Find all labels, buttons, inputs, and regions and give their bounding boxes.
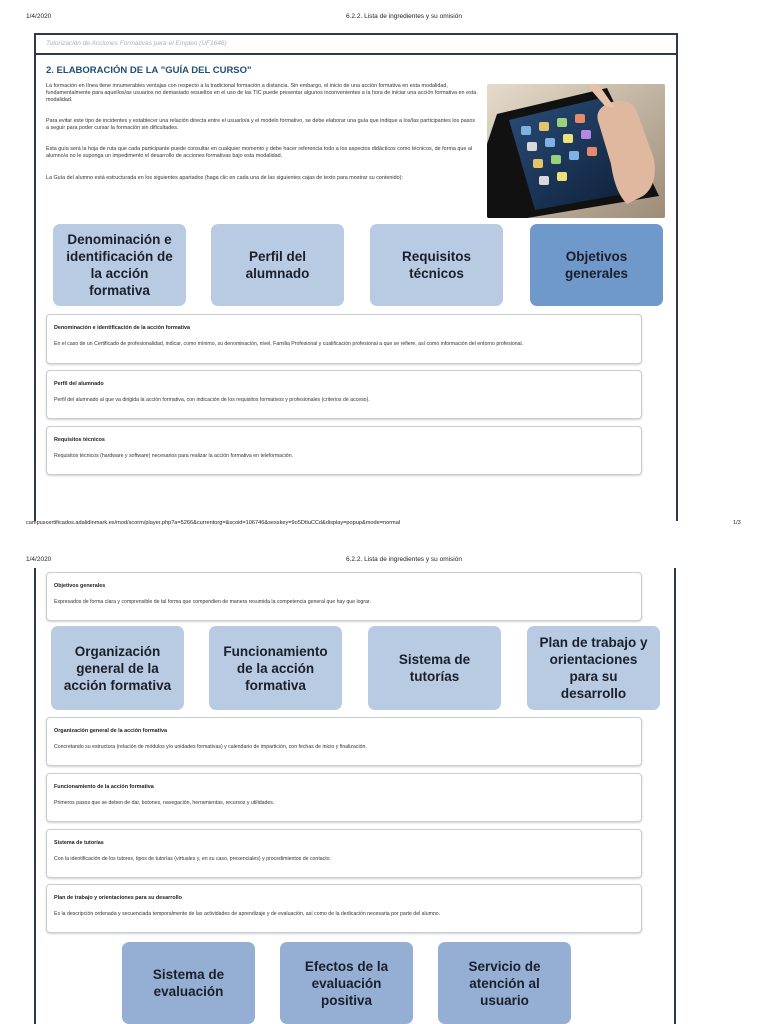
intro-paragraph-3: Esta guía será la hoja de ruta que cada participante puede consultar en cualquier momento y debe hacer referencia todo a los aspectos didácticos como técnicos, de forma que al alumno/a no le suponga un impedimento el desarrollo de acciones formativas bajo esta modalidad. (46, 146, 473, 160)
info-box-text: Requisitos técnicos (hardware y software) necesarios para realizar la acción formativa en teleformación. (54, 453, 294, 459)
tile-funcionamiento[interactable]: Funcionamiento de la acción formativa (209, 626, 342, 710)
info-box-title: Plan de trabajo y orientaciones para su desarrollo (54, 895, 182, 901)
info-box-text: Concretando su estructura (relación de módulos y/o unidades formativas) y calendario de impartición, con fechas de inicio y finalización. (54, 744, 367, 750)
info-box-title: Perfil del alumnado (54, 381, 104, 387)
info-box-plan-trabajo (46, 884, 642, 933)
info-box-organizacion (46, 717, 642, 766)
course-name: Tutorización de Acciones Formativas para el Empleo (UF1646) (46, 40, 227, 47)
tile-plan-trabajo[interactable]: Plan de trabajo y orientaciones para su desarrollo (527, 626, 660, 710)
print-date-page2: 1/4/2020 (26, 556, 52, 563)
info-box-funcionamiento (46, 773, 642, 822)
tile-perfil-alumnado[interactable]: Perfil del alumnado (211, 224, 344, 306)
info-box-title: Funcionamiento de la acción formativa (54, 784, 154, 790)
page-number: 1/3 (733, 520, 741, 526)
info-box-text: Primeros pasos que se deben de dar, botones, navegación, herramientas, recursos y utilidades. (54, 800, 275, 806)
info-box-title: Denominación e identificación de la acción formativa (54, 325, 190, 331)
frame-right-edge (674, 568, 676, 1024)
tile-servicio-atencion[interactable]: Servicio de atención al usuario (438, 942, 571, 1024)
info-box-text: Con la identificación de los tutores, tipos de tutorías (virtuales y, en su caso, presenciales) y procedimientos de contacto. (54, 856, 332, 862)
intro-paragraph-4: La Guía del alumno está estructurada en los siguientes apartados (haga clic en cada una de las siguientes cajas de texto para mostrar su contenido): (46, 175, 403, 181)
info-box-denominacion (46, 314, 642, 364)
info-box-text: Expresados de forma clara y comprensible de tal forma que compendien de manera resumida la competencia general que hay que lograr. (54, 599, 371, 605)
tile-organizacion-general[interactable]: Organización general de la acción formativa (51, 626, 184, 710)
info-box-objetivos (46, 572, 642, 621)
info-box-title: Sistema de tutorías (54, 840, 104, 846)
info-box-title: Organización general de la acción formativa (54, 728, 167, 734)
tile-requisitos-tecnicos[interactable]: Requisitos técnicos (370, 224, 503, 306)
info-box-perfil (46, 370, 642, 419)
tile-efectos-evaluacion[interactable]: Efectos de la evaluación positiva (280, 942, 413, 1024)
tile-sistema-tutorias[interactable]: Sistema de tutorías (368, 626, 501, 710)
tile-sistema-evaluacion[interactable]: Sistema de evaluación (122, 942, 255, 1024)
print-doc-title-page2: 6.2.2. Lista de ingredientes y su omisión (346, 556, 462, 563)
section-title: 2. ELABORACIÓN DE LA "GUÍA DEL CURSO" (46, 65, 252, 76)
footer-url[interactable]: campuscertificados.adalidinmark.es/mod/scorm/player.php?a=5266&currentorg=&scoid=106746&sesskey=9o5DtluCCd&display=popup&mode=normal (26, 520, 401, 526)
print-doc-title: 6.2.2. Lista de ingredientes y su omisión (346, 13, 462, 20)
info-box-title: Requisitos técnicos (54, 437, 105, 443)
info-box-text: En el caso de un Certificado de profesionalidad, indicar, como mínimo, su denominación, nivel, Familia Profesional y cualificación profesional a que se refiere, así como información del entorno profesional. (54, 341, 524, 347)
intro-paragraph-2: Para evitar este tipo de incidentes y establecer una relación directa entre el usuario/a y el modelo formativo, se debe elaborar una guía que indique a los/las participantes los pasos a seguir para poder cursar la formación sin dificultades. (46, 118, 476, 132)
tile-objetivos-generales[interactable]: Objetivos generales (530, 224, 663, 306)
course-header (34, 33, 678, 55)
print-date: 1/4/2020 (26, 13, 52, 20)
info-box-title: Objetivos generales (54, 583, 106, 589)
info-box-text: Es la descripción ordenada y secuenciada temporalmente de las actividades de aprendizaje y de evaluación, así como de la dedicación necesaria por parte del alumno. (54, 911, 441, 917)
tablet-illustration (487, 84, 665, 218)
frame-left-edge (34, 568, 36, 1024)
info-box-tutorias (46, 829, 642, 878)
tile-denominacion[interactable]: Denominación e identificación de la acción formativa (53, 224, 186, 306)
intro-paragraph-1: La formación en línea tiene innumerables ventajas con respecto a la tradicional formación a distancia. Sin embargo, el inicio de una acción formativa en esta modalidad, fundamentalmente para aquellos/as usuarios no demasiado resueltos en el uso de las TIC puede presentar algunos inconvenientes a la hora de iniciar una acción formativa en esta modalidad. (46, 83, 477, 104)
info-box-requisitos (46, 426, 642, 475)
tablet-photo (487, 84, 665, 218)
info-box-text: Perfil del alumnado al que va dirigida la acción formativa, con indicación de los requisitos formativos y profesionales (criterios de acceso). (54, 397, 370, 403)
